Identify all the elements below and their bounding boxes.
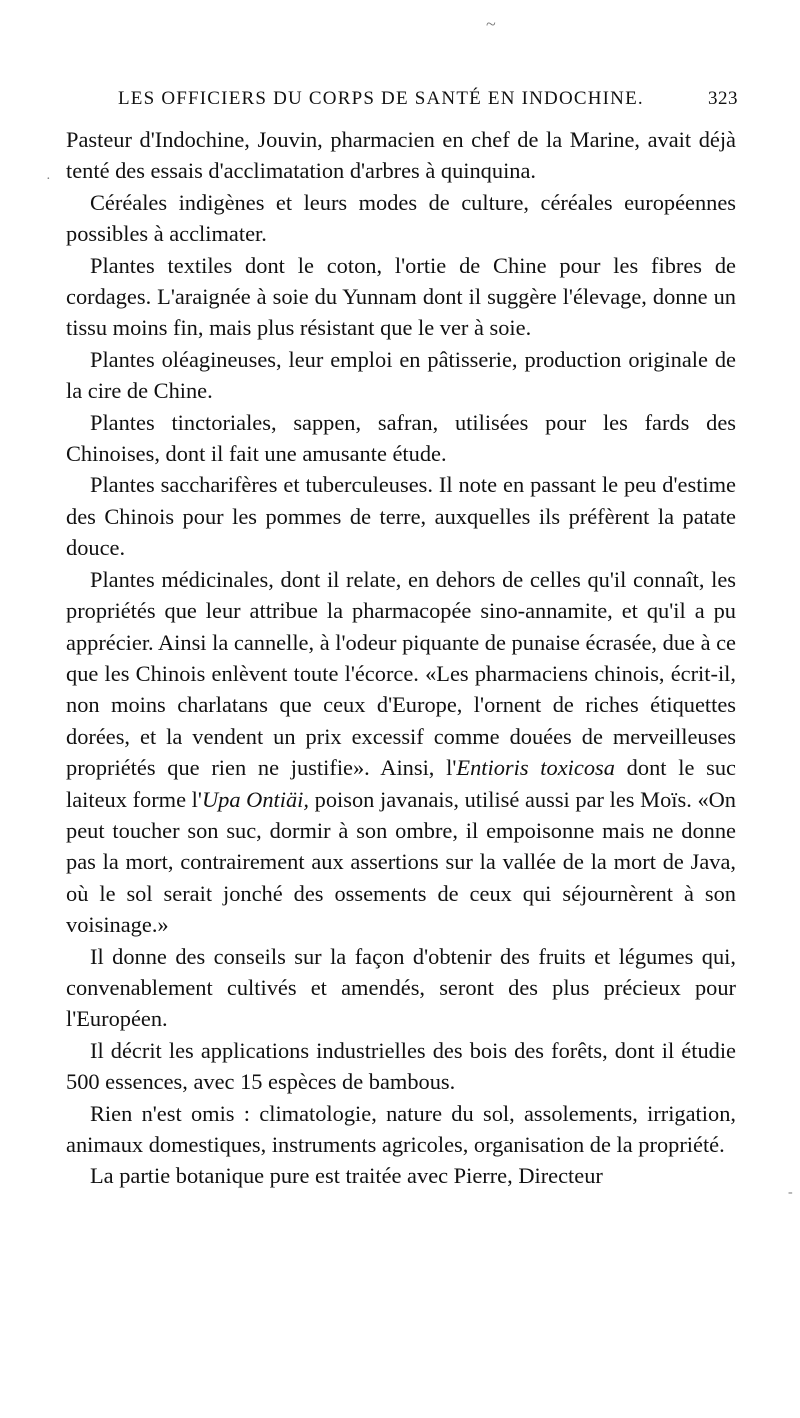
text-run: Plantes oléagineuses, leur emploi en pâtisserie, production originale de la cire de Chine. (66, 346, 736, 404)
text-run: Plantes textiles dont le coton, l'ortie de Chine pour les fibres de cordages. L'araignée à soie du Yunnam dont il suggère l'élevage, donne un tissu moins fin, mais plus résistant que le ver à soie. (66, 252, 736, 341)
paragraph (66, 1035, 736, 1098)
paragraph (66, 187, 736, 250)
ink-blot: ~ (486, 14, 496, 34)
paragraph (66, 344, 736, 407)
margin-dash: - (788, 1185, 793, 1200)
paragraph (66, 250, 736, 344)
margin-dot: · (46, 172, 51, 187)
running-title: LES OFFICIERS DU CORPS DE SANTÉ EN INDOCHINE. (118, 88, 644, 109)
text-run: Il donne des conseils sur la façon d'obtenir des fruits et légumes qui, convenablement cultivés et amendés, seront des plus précieux pour l'Européen. (66, 943, 736, 1032)
paragraph (66, 564, 736, 941)
text-run: Plantes tinctoriales, sappen, safran, utilisées pour les fards des Chinoises, dont il fait une amusante étude. (66, 409, 736, 467)
text-run: poison javanais, utilisé aussi par les Moïs. «On peut toucher son suc, dormir à son ombre, il empoisonne mais ne donne pas la mort, contrairement aux assertions sur la vallée de la mort de Java, où le sol serait jonché des ossements de ceux qui séjournèrent à son voisinage.» (66, 786, 737, 938)
running-header (118, 88, 738, 118)
text-run: Céréales indigènes et leurs modes de culture, céréales européennes possibles à acclimater. (66, 189, 736, 247)
italic-poison-name: Upa Ontiäi, (201, 786, 309, 812)
paragraph (66, 407, 736, 470)
page-number: 323 (708, 88, 738, 109)
text-run: Rien n'est omis : climatologie, nature du sol, assolements, irrigation, animaux domestiques, instruments agricoles, organisation de la propriété. (66, 1100, 736, 1157)
text-run: dont le suc laiteux forme l' (66, 755, 736, 812)
paragraph (66, 469, 736, 563)
text-run: Plantes saccharifères et tuberculeuses. Il note en passant le peu d'estime des Chinois pour les pommes de terre, auxquelles ils préfèrent la patate douce. (66, 472, 736, 561)
paragraph (66, 1160, 736, 1191)
paragraph (66, 1098, 736, 1161)
text-run: Pasteur d'Indochine, Jouvin, pharmacien en chef de la Marine, avait déjà tenté des essais d'acclimatation d'arbres à quinquina. (66, 127, 736, 184)
paragraph (66, 124, 736, 187)
text-run: Il décrit les applications industrielles des bois des forêts, dont il étudie 500 essences, avec 15 espèces de bambous. (66, 1037, 736, 1095)
paragraph (66, 941, 736, 1035)
text-run: Plantes médicinales, dont il relate, en dehors de celles qu'il connaît, les propriétés que leur attribue la pharmacopée sino-annamite, et qu'il a pu apprécier. Ainsi la cannelle, à l'odeur piquante de punaise écrasée, due à ce que les Chinois enlèvent toute l'écorce. «Les pharmaciens chinois, écrit-il, non moins charlatans que ceux d'Europe, l'ornent de riches étiquettes dorées, et la vendent un prix excessif comme douées de merveilleuses propriétés que rien ne justifie». Ainsi, l' (66, 566, 736, 781)
text-run: La partie botanique pure est traitée avec Pierre, Directeur (90, 1163, 603, 1189)
body-text (66, 124, 736, 1192)
italic-species-name: Entioris toxicosa (456, 755, 615, 781)
